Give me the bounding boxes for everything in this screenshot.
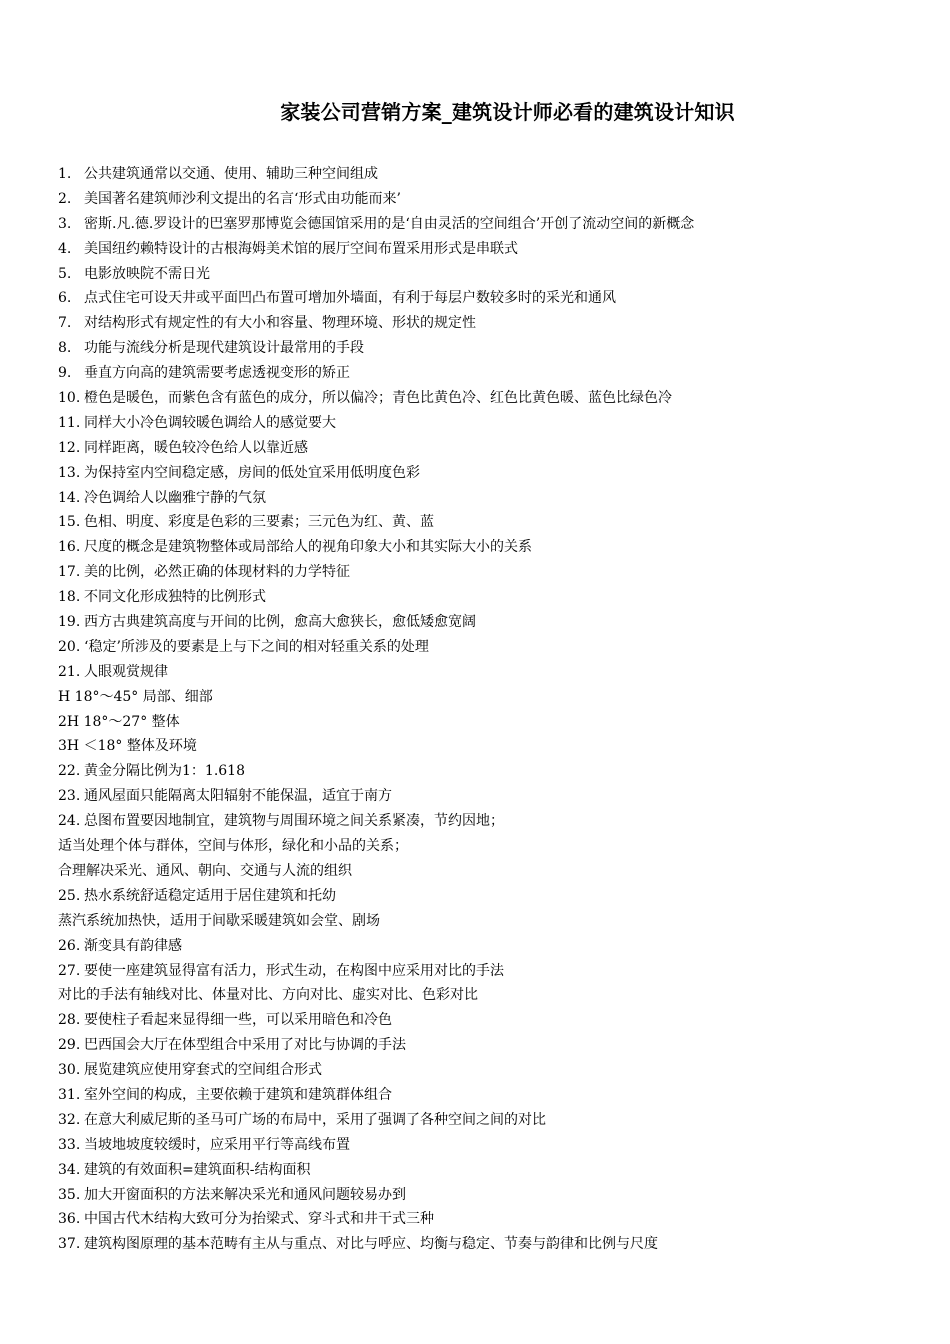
list-item: [58, 710, 938, 735]
list-item: [58, 809, 938, 834]
item-number: 16.: [58, 539, 81, 556]
list-item: [58, 635, 938, 660]
item-text: 美国纽约赖特设计的古根海姆美术馆的展厅空间布置采用形式是串联式: [84, 240, 518, 257]
list-item: [58, 386, 938, 411]
item-number: 5.: [58, 265, 72, 282]
list-item: [58, 734, 938, 759]
item-number: 12.: [58, 439, 81, 456]
item-text: 展览建筑应使用穿套式的空间组合形式: [84, 1062, 322, 1079]
list-item: [58, 336, 938, 361]
item-number: 17.: [58, 564, 81, 581]
item-number: 14.: [58, 489, 81, 506]
item-text: 适当处理个体与群体，空间与体形，绿化和小品的关系；: [58, 838, 408, 855]
item-text: 冷色调给人以幽雅宁静的气氛: [84, 489, 266, 506]
list-item: [58, 959, 938, 984]
item-text: H 18°～45° 局部、细部: [58, 688, 213, 705]
item-number: 26.: [58, 937, 81, 954]
item-text: 橙色是暖色，而紫色含有蓝色的成分，所以偏冷；青色比黄色冷、红色比黄色暖、蓝色比绿色冷: [84, 390, 672, 407]
item-number: 20.: [58, 638, 81, 655]
item-text: 室外空间的构成，主要依赖于建筑和建筑群体组合: [84, 1086, 392, 1103]
item-text: 同样距离，暖色较冷色给人以靠近感: [84, 439, 308, 456]
item-text: 建筑构图原理的基本范畴有主从与重点、对比与呼应、均衡与稳定、节奏与韵律和比例与尺度: [84, 1236, 658, 1253]
item-text: 渐变具有韵律感: [84, 937, 182, 954]
item-text: 对结构形式有规定性的有大小和容量、物理环境、形状的规定性: [84, 315, 476, 332]
list-item: [58, 585, 938, 610]
list-item: [58, 610, 938, 635]
item-number: 13.: [58, 464, 81, 481]
list-item: [58, 461, 938, 486]
item-text: 2H 18°～27° 整体: [58, 713, 180, 730]
list-item: [58, 486, 938, 511]
list-item: [58, 1083, 938, 1108]
item-number: 7.: [58, 315, 72, 332]
item-text: 建筑的有效面积=建筑面积-结构面积: [84, 1161, 311, 1178]
item-text: 点式住宅可设天井或平面凹凸布置可增加外墙面，有利于每层户数较多时的采光和通风: [84, 290, 616, 307]
item-number: 10.: [58, 390, 81, 407]
item-text: 热水系统舒适稳定适用于居住建筑和托幼: [84, 887, 336, 904]
item-number: 21.: [58, 663, 81, 680]
list-item: [58, 660, 938, 685]
item-text: 美的比例，必然正确的体现材料的力学特征: [84, 564, 350, 581]
item-text: 不同文化形成独特的比例形式: [84, 589, 266, 606]
item-number: 6.: [58, 290, 72, 307]
list-item: [58, 1232, 938, 1257]
item-text: 巴西国会大厅在体型组合中采用了对比与协调的手法: [84, 1037, 406, 1054]
item-number: 24.: [58, 813, 81, 830]
item-text: 黄金分隔比例为1：1.618: [84, 763, 245, 780]
item-text: 西方古典建筑高度与开间的比例，愈高大愈狭长，愈低矮愈宽阔: [84, 614, 476, 631]
item-number: 8.: [58, 340, 72, 357]
list-item: [58, 1058, 938, 1083]
list-item: [58, 1183, 938, 1208]
list-item: [58, 934, 938, 959]
item-number: 32.: [58, 1111, 81, 1128]
item-number: 3.: [58, 215, 72, 232]
item-number: 30.: [58, 1062, 81, 1079]
item-text: 密斯.凡.德.罗设计的巴塞罗那博览会德国馆采用的是‘自由灵活的空间组合’开创了流动空间的新概念: [84, 215, 695, 232]
item-text: ‘稳定’所涉及的要素是上与下之间的相对轻重关系的处理: [84, 638, 429, 655]
item-number: 31.: [58, 1086, 81, 1103]
item-number: 22.: [58, 763, 81, 780]
item-text: 为保持室内空间稳定感，房间的低处宜采用低明度色彩: [84, 464, 420, 481]
item-text: 尺度的概念是建筑物整体或局部给人的视角印象大小和其实际大小的关系: [84, 539, 532, 556]
item-text: 同样大小冷色调较暖色调给人的感觉要大: [84, 414, 336, 431]
item-number: 19.: [58, 614, 81, 631]
item-number: 33.: [58, 1136, 81, 1153]
list-item: [58, 560, 938, 585]
item-text: 人眼观赏规律: [84, 663, 168, 680]
list-item: [58, 187, 938, 212]
item-text: 通风屋面只能隔离太阳辐射不能保温，适宜于南方: [84, 788, 392, 805]
list-item: [58, 909, 938, 934]
item-text: 对比的手法有轴线对比、体量对比、方向对比、虚实对比、色彩对比: [58, 987, 478, 1004]
item-text: 美国著名建筑师沙利文提出的名言‘形式由功能而来’: [84, 190, 401, 207]
item-number: 1.: [58, 166, 72, 182]
list-item: [58, 162, 938, 187]
item-text: 总图布置要因地制宜，建筑物与周围环境之间关系紧凑，节约因地；: [84, 813, 504, 830]
item-text: 垂直方向高的建筑需要考虑透视变形的矫正: [84, 365, 350, 382]
list-item: [58, 436, 938, 461]
item-number: 29.: [58, 1037, 81, 1054]
item-number: 9.: [58, 365, 72, 382]
list-item: [58, 1108, 938, 1133]
item-number: 35.: [58, 1186, 81, 1203]
item-text: 色相、明度、彩度是色彩的三要素；三元色为红、黄、蓝: [84, 514, 434, 531]
item-number: 34.: [58, 1161, 81, 1178]
list-item: [58, 361, 938, 386]
item-number: 36.: [58, 1211, 81, 1228]
item-text: 合理解决采光、通风、朝向、交通与人流的组织: [58, 862, 352, 879]
item-number: 18.: [58, 589, 81, 606]
list-item: [58, 1033, 938, 1058]
list-item: [58, 1133, 938, 1158]
list-item: [58, 884, 938, 909]
item-number: 23.: [58, 788, 81, 805]
list-item: [58, 784, 938, 809]
item-text: 功能与流线分析是现代建筑设计最常用的手段: [84, 340, 364, 357]
list-item: [58, 1158, 938, 1183]
list-item: [58, 286, 938, 311]
item-text: 蒸汽系统加热快，适用于间歇采暖建筑如会堂、剧场: [58, 912, 380, 929]
item-number: 37.: [58, 1236, 81, 1253]
item-text: 中国古代木结构大致可分为抬梁式、穿斗式和井干式三种: [84, 1211, 434, 1228]
list-item: [58, 1207, 938, 1232]
item-number: 11.: [58, 414, 81, 431]
item-number: 25.: [58, 887, 81, 904]
item-number: 27.: [58, 962, 81, 979]
item-text: 当坡地坡度较缓时，应采用平行等高线布置: [84, 1136, 350, 1153]
list-item: [58, 983, 938, 1008]
list-item: [58, 510, 938, 535]
list-item: [58, 262, 938, 287]
item-text: 要使一座建筑显得富有活力，形式生动，在构图中应采用对比的手法: [84, 962, 504, 979]
list-item: [58, 859, 938, 884]
item-number: 2.: [58, 190, 72, 207]
item-text: 加大开窗面积的方法来解决采光和通风问题较易办到: [84, 1186, 406, 1203]
item-number: 15.: [58, 514, 81, 531]
item-text: 电影放映院不需日光: [84, 265, 210, 282]
list-item: [58, 411, 938, 436]
list-item: [58, 685, 938, 710]
document-title: 家装公司营销方案_建筑设计师必看的建筑设计知识: [280, 100, 735, 124]
document-body: [58, 162, 938, 1257]
list-item: [58, 311, 938, 336]
list-item: [58, 759, 938, 784]
list-item: [58, 1008, 938, 1033]
item-number: 4.: [58, 240, 72, 257]
item-number: 28.: [58, 1012, 81, 1029]
list-item: [58, 212, 938, 237]
item-text: 公共建筑通常以交通、使用、辅助三种空间组成: [84, 166, 378, 182]
list-item: [58, 535, 938, 560]
list-item: [58, 237, 938, 262]
item-text: 3H ＜18° 整体及环境: [58, 738, 197, 755]
list-item: [58, 834, 938, 859]
item-text: 要使柱子看起来显得细一些，可以采用暗色和冷色: [84, 1012, 392, 1029]
item-text: 在意大利威尼斯的圣马可广场的布局中，采用了强调了各种空间之间的对比: [84, 1111, 546, 1128]
